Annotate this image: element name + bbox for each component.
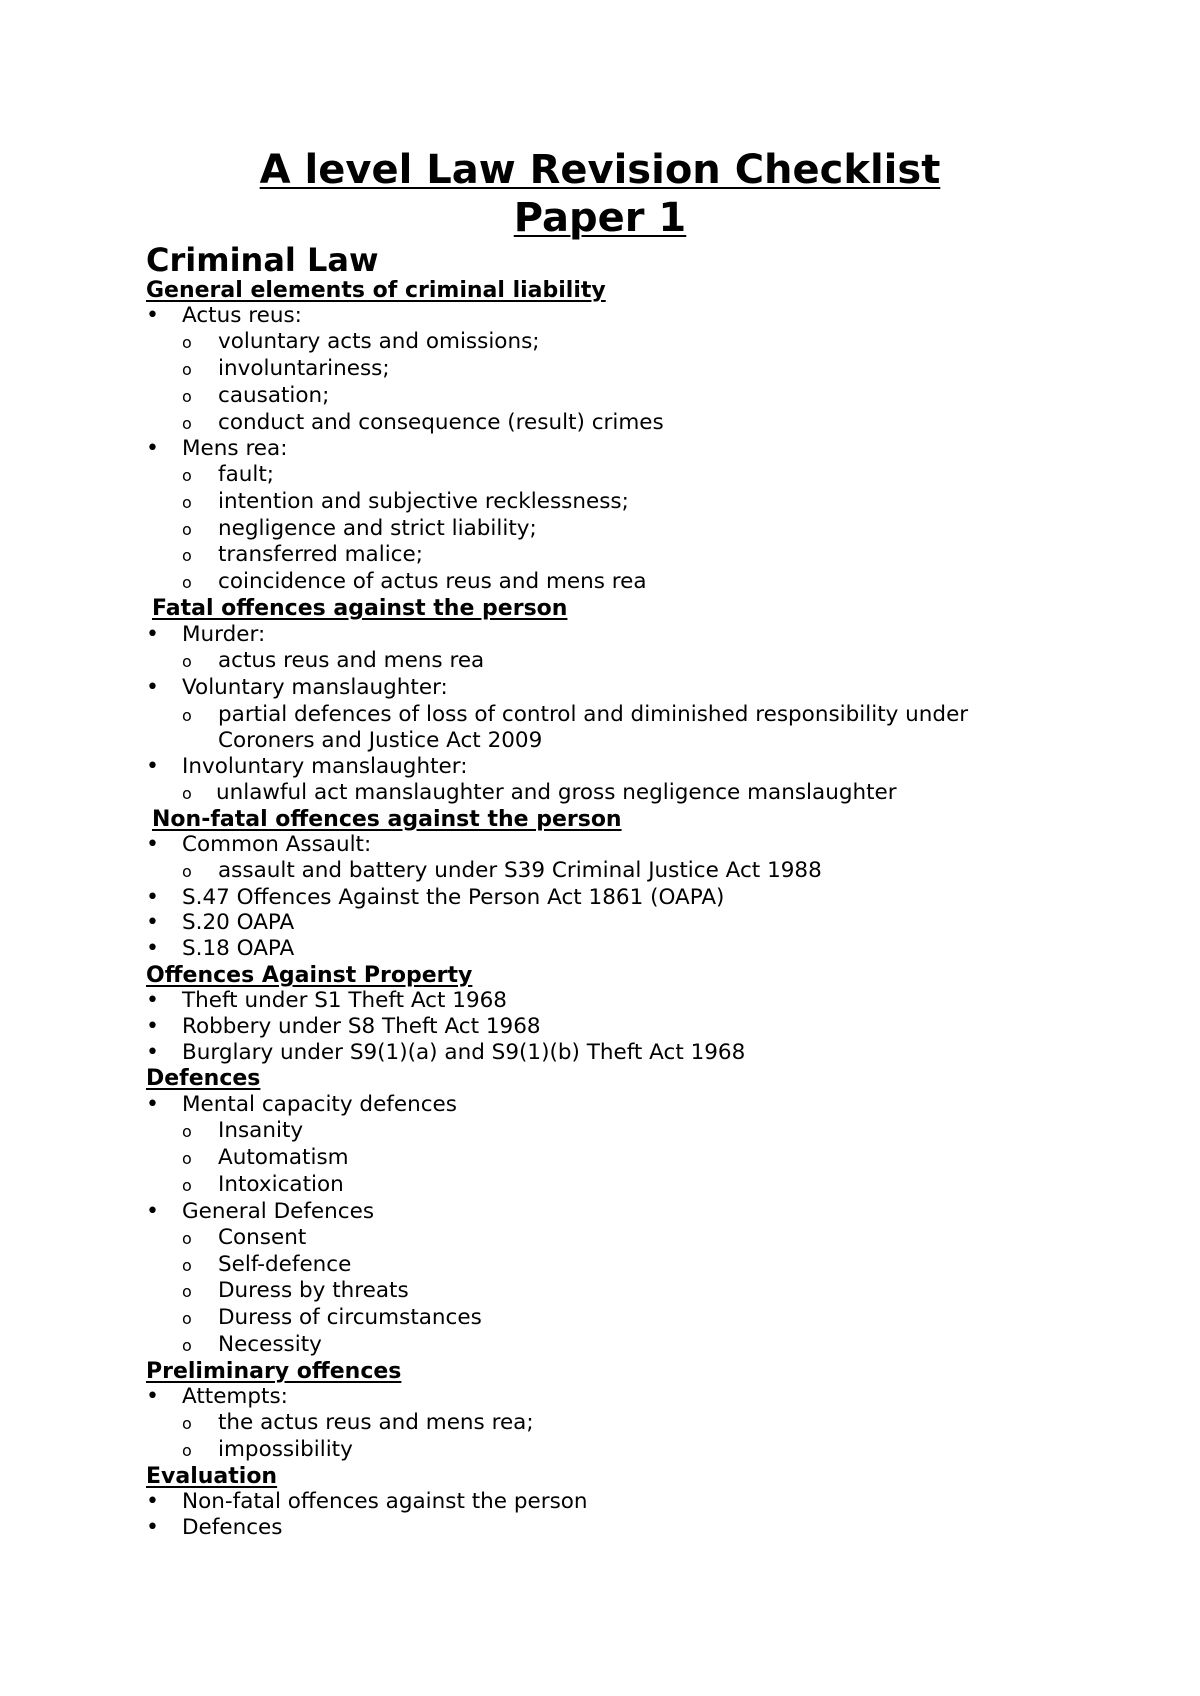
heading-preliminary-offences: Preliminary offences: [146, 1359, 402, 1384]
bullet-icon: •: [146, 622, 159, 647]
sub-list-item-text: negligence and strict liability;: [218, 516, 537, 541]
bullet-icon: •: [146, 436, 159, 461]
circle-bullet-icon: o: [182, 1229, 192, 1248]
sub-list-item-text: Necessity: [218, 1332, 322, 1357]
bullet-icon: •: [146, 1489, 159, 1514]
list-item-text: Theft under S1 Theft Act 1968: [182, 988, 507, 1013]
heading-non-fatal-offences: Non-fatal offences against the person: [152, 807, 622, 832]
sub-list-item-text: Automatism: [218, 1145, 349, 1170]
bullet-icon: •: [146, 1515, 159, 1540]
circle-bullet-icon: o: [182, 573, 192, 592]
bullet-icon: •: [146, 988, 159, 1013]
circle-bullet-icon: o: [182, 652, 192, 671]
circle-bullet-icon: o: [182, 360, 192, 379]
sub-list-item-text: involuntariness;: [218, 356, 390, 381]
list-item-text: S.47 Offences Against the Person Act 1861 (OAPA): [182, 885, 725, 910]
bullet-icon: •: [146, 910, 159, 935]
heading-fatal-offences: Fatal offences against the person: [152, 596, 568, 621]
section-title-criminal-law: Criminal Law: [146, 241, 379, 279]
bullet-icon: •: [146, 936, 159, 961]
heading-evaluation: Evaluation: [146, 1464, 278, 1489]
circle-bullet-icon: o: [182, 862, 192, 881]
circle-bullet-icon: o: [182, 1176, 192, 1195]
circle-bullet-icon: o: [182, 333, 192, 352]
list-item-text: Common Assault:: [182, 832, 372, 857]
sub-list-item-continuation: Coroners and Justice Act 2009: [218, 728, 543, 753]
circle-bullet-icon: o: [182, 1441, 192, 1460]
sub-list-item-text: partial defences of loss of control and diminished responsibility under: [218, 702, 969, 727]
circle-bullet-icon: o: [182, 493, 192, 512]
sub-list-item-text: voluntary acts and omissions;: [218, 329, 540, 354]
bullet-icon: •: [146, 832, 159, 857]
sub-list-item-text: coincidence of actus reus and mens rea: [218, 569, 647, 594]
circle-bullet-icon: o: [182, 1414, 192, 1433]
list-item-text: Mens rea:: [182, 436, 288, 461]
document-title-line-2: Paper 1: [513, 195, 687, 241]
list-item-text: Involuntary manslaughter:: [182, 754, 468, 779]
circle-bullet-icon: o: [182, 414, 192, 433]
list-item-text: Voluntary manslaughter:: [182, 675, 448, 700]
sub-list-item-text: Duress by threats: [218, 1278, 409, 1303]
circle-bullet-icon: o: [182, 1149, 192, 1168]
bullet-icon: •: [146, 1384, 159, 1409]
circle-bullet-icon: o: [182, 706, 192, 725]
sub-list-item-text: unlawful act manslaughter and gross negligence manslaughter: [216, 780, 897, 805]
bullet-icon: •: [146, 1014, 159, 1039]
list-item-text: Actus reus:: [182, 303, 302, 328]
list-item-text: Robbery under S8 Theft Act 1968: [182, 1014, 541, 1039]
sub-list-item-text: fault;: [218, 462, 275, 487]
circle-bullet-icon: o: [182, 1309, 192, 1328]
list-item-text: Mental capacity defences: [182, 1092, 457, 1117]
list-item-text: Defences: [182, 1515, 283, 1540]
list-item-text: Burglary under S9(1)(a) and S9(1)(b) Theft Act 1968: [182, 1040, 746, 1065]
sub-list-item-text: Consent: [218, 1225, 307, 1250]
bullet-icon: •: [146, 885, 159, 910]
heading-offences-against-property: Offences Against Property: [146, 963, 473, 988]
bullet-icon: •: [146, 1040, 159, 1065]
bullet-icon: •: [146, 754, 159, 779]
sub-list-item-text: Insanity: [218, 1118, 304, 1143]
heading-defences: Defences: [146, 1066, 261, 1091]
sub-list-item-text: intention and subjective recklessness;: [218, 489, 629, 514]
circle-bullet-icon: o: [182, 387, 192, 406]
bullet-icon: •: [146, 675, 159, 700]
sub-list-item-text: causation;: [218, 383, 330, 408]
list-item-text: Non-fatal offences against the person: [182, 1489, 588, 1514]
sub-list-item-text: Self-defence: [218, 1252, 352, 1277]
sub-list-item-text: conduct and consequence (result) crimes: [218, 410, 664, 435]
sub-list-item-text: the actus reus and mens rea;: [218, 1410, 534, 1435]
bullet-icon: •: [146, 1199, 159, 1224]
circle-bullet-icon: o: [182, 1256, 192, 1275]
circle-bullet-icon: o: [182, 1282, 192, 1301]
sub-list-item-text: Intoxication: [218, 1172, 344, 1197]
circle-bullet-icon: o: [182, 466, 192, 485]
bullet-icon: •: [146, 303, 159, 328]
document-title-line-1: A level Law Revision Checklist: [259, 147, 941, 193]
list-item-text: Attempts:: [182, 1384, 288, 1409]
list-item-text: General Defences: [182, 1199, 375, 1224]
circle-bullet-icon: o: [182, 1122, 192, 1141]
sub-list-item-text: impossibility: [218, 1437, 353, 1462]
list-item-text: S.20 OAPA: [182, 910, 295, 935]
sub-list-item-text: actus reus and mens rea: [218, 648, 485, 673]
list-item-text: S.18 OAPA: [182, 936, 295, 961]
list-item-text: Murder:: [182, 622, 266, 647]
sub-list-item-text: Duress of circumstances: [218, 1305, 482, 1330]
circle-bullet-icon: o: [182, 1336, 192, 1355]
circle-bullet-icon: o: [182, 520, 192, 539]
circle-bullet-icon: o: [182, 546, 192, 565]
circle-bullet-icon: o: [182, 784, 192, 803]
sub-list-item-text: transferred malice;: [218, 542, 423, 567]
bullet-icon: •: [146, 1092, 159, 1117]
heading-general-elements: General elements of criminal liability: [146, 278, 606, 303]
sub-list-item-text: assault and battery under S39 Criminal Justice Act 1988: [218, 858, 822, 883]
